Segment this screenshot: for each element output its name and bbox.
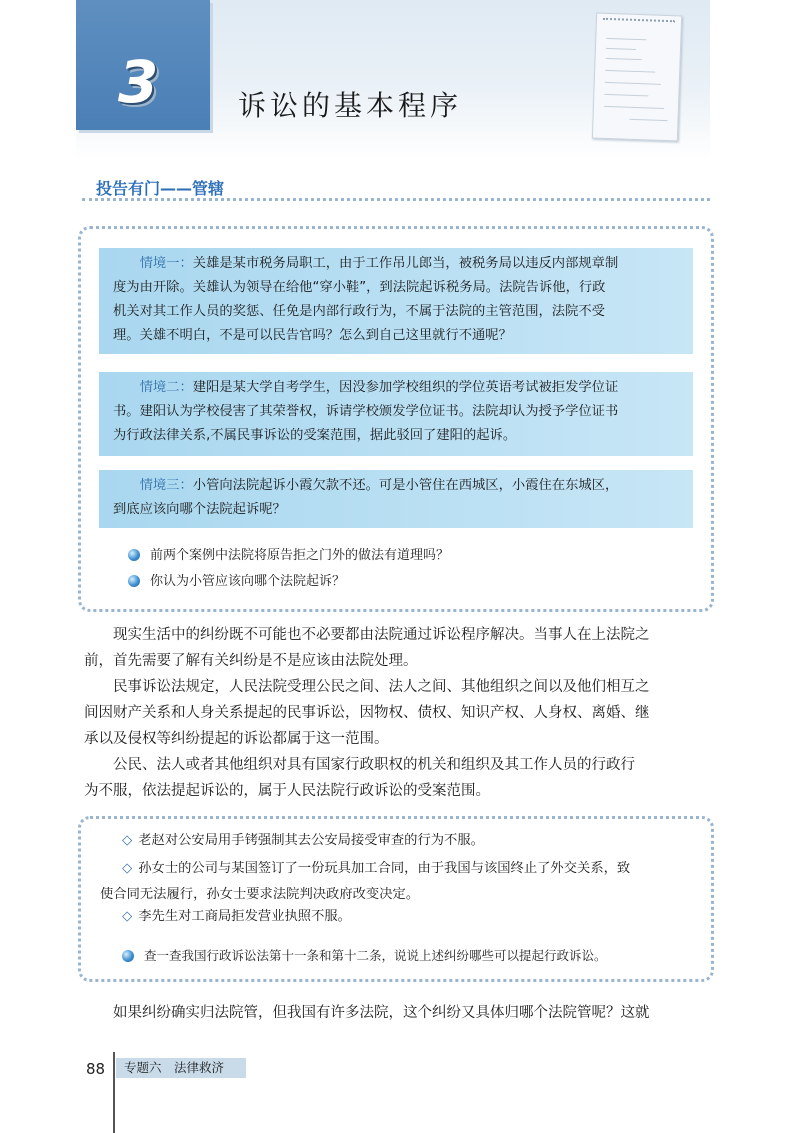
diamond-bullet-icon: ◇ — [122, 861, 133, 876]
scenario-line: 度为由开除。关雄认为领导在给他“穿小鞋”，到法院起诉税务局。法院告诉他，行政 — [113, 280, 606, 295]
scenario-line: 情境二：建阳是某大学自考学生，因没参加学校组织的学位英语考试被拒发学位证 — [139, 380, 619, 395]
diamond-bullet-icon: ◇ — [122, 909, 133, 924]
scenario-1 — [99, 248, 693, 354]
case-item: ◇ 孙女士的公司与某国签订了一份玩具加工合同，由于我国与该国终止了外交关系，致 使合同无法履行，孙女士要求法院判决政府改变决定。 — [100, 861, 631, 902]
closing-line: 如果纠纷确实归法院管，但我国有许多法院，这个纠纷又具体归哪个法院管呢？这就 — [113, 1005, 650, 1021]
scenario-line: 理。关雄不明白，不是可以民告官吗？怎么到自己这里就行不通呢？ — [113, 328, 512, 343]
page-number: 88 — [86, 1060, 106, 1078]
case-item: ◇ 李先生对工商局拒发营业执照不服。 — [122, 909, 351, 924]
diamond-bullet-icon: ◇ — [122, 833, 133, 848]
scenario-line: 情境一：关雄是某市税务局职工，由于工作吊儿郎当，被税务局以违反内部规章制 — [139, 256, 619, 271]
globe-bullet-icon — [122, 950, 134, 962]
case-prompt: 查一查我国行政诉讼法第十一条和第十二条，说说上述纠纷哪些可以提起行政诉讼。 — [122, 946, 607, 964]
globe-bullet-icon — [128, 575, 140, 587]
body-paragraph: 民事诉讼法规定，人民法院受理公民之间、法人之间、其他组织之间以及他们相互之 间因财产关系和人身关系提起的民事诉讼，因物权、债权、知识产权、人身权、离婚、继 承以及侵权等纠纷提起的诉讼都属于这一范围。 — [84, 679, 650, 747]
scenario-label: 情境三： — [139, 478, 193, 493]
scenario-line: 机关对其工作人员的奖惩、任免是内部行政行为，不属于法院的主管范围，法院不受 — [113, 304, 605, 319]
scenario-3 — [99, 470, 693, 528]
chapter-title: 诉讼的基本程序 — [238, 89, 463, 122]
body-paragraph: 公民、法人或者其他组织对具有国家行政职权的机关和组织及其工作人员的行政行 为不服，依法提起诉讼的，属于人民法院行政诉讼的受案范围。 — [84, 757, 635, 799]
scenario-line: 情境三：小管向法院起诉小霞欠款不还。可是小管住在西城区，小霞住在东城区， — [139, 478, 619, 493]
body-paragraph: 现实生活中的纠纷既不可能也不必要都由法院通过诉讼程序解决。当事人在上法院之 前，首先需要了解有关纠纷是不是应该由法院处理。 — [84, 627, 650, 669]
section-divider — [82, 198, 710, 201]
question-item: 你认为小管应该向哪个法院起诉？ — [128, 570, 345, 589]
question-item: 前两个案例中法院将原告拒之门外的做法有道理吗？ — [128, 544, 449, 563]
globe-bullet-icon — [128, 549, 140, 561]
scenario-2 — [99, 372, 693, 456]
scenario-line: 书。建阳认为学校侵害了其荣誉权，诉请学校颁发学位证书。法院却认为授予学位证书 — [113, 404, 619, 419]
case-item: ◇ 老赵对公安局用手铐强制其去公安局接受审查的行为不服。 — [122, 833, 484, 848]
chapter-number: 3 — [118, 48, 159, 116]
footer-rule — [113, 1052, 115, 1133]
section-title: 投告有门——管辖 — [96, 179, 225, 198]
footer-topic: 专题六 法律救济 — [116, 1058, 246, 1078]
scenario-line: 为行政法律关系,不属民事诉讼的受案范围，据此驳回了建阳的起诉。 — [113, 428, 517, 443]
scenario-label: 情境二： — [139, 380, 193, 395]
notepad-illustration — [592, 13, 682, 142]
scenario-line: 到底应该向哪个法院起诉呢？ — [113, 502, 286, 517]
scenario-label: 情境一： — [139, 256, 193, 271]
